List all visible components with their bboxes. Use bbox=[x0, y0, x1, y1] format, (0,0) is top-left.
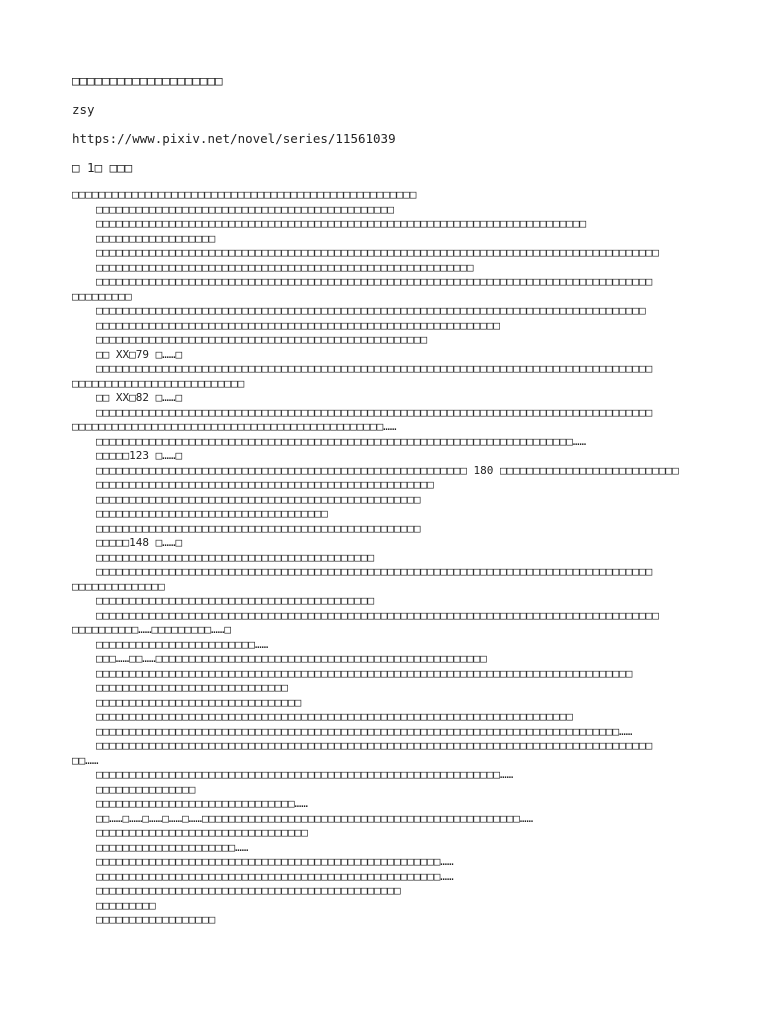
document-page bbox=[72, 72, 712, 928]
text-line: □□□□□□□□□□□□□□□□□□□□□□□□□□□□□□□□□□□□□□□□□□□□□□□□□ bbox=[96, 521, 421, 535]
document-author: zsy bbox=[72, 102, 95, 117]
text-line: □□□□□□□□□□□□□□□□□□□□□□□□□□□□□□…… bbox=[96, 797, 308, 810]
text-line: □□□□□□□□□□□□□□□□□□□□□□□□□□□□□□□□□□□□□□□□□□□□□□□□□□□□□□□□□□□□□□□□□□□□□□□□□□□□□□□□□□□□ bbox=[96, 405, 653, 419]
text-line: □□□□□148 □……□ bbox=[96, 536, 183, 549]
document-url: https://www.pixiv.net/novel/series/11561039 bbox=[72, 131, 396, 146]
text-line: □□□□□□□□□□□□□□□□□□□□□□□□□□□□□□□□ bbox=[96, 826, 308, 839]
text-line: □□……□……□……□……□……□□□□□□□□□□□□□□□□□□□□□□□□□□□□□□□□□□□□□□□□□□□□□□□□…… bbox=[96, 811, 534, 825]
text-line: □□□□□□□□□□□□□□□□□□ bbox=[96, 913, 216, 926]
text-line: □□□□□□□□□□……□□□□□□□□□……□ bbox=[72, 623, 231, 636]
text-line: □□□□□□□□□□□□□□□□□□□□□□□□□□□□□□□□□□□□□□□□□□□□□□□□□□ bbox=[96, 333, 428, 346]
document-title: □□□□□□□□□□□□□□□□□□□□ bbox=[72, 73, 223, 88]
text-line: □□□□□□□□□□□□□□□□□□□□□□□□□□□□□□□□□□□□□□□□□□□□□□□…… bbox=[72, 420, 397, 433]
text-line: □□□□□□□□□□□□□□□□□□□□□□□□□□□□□□□□□□□□□□□□□□□□□□□□□□□□…… bbox=[96, 855, 454, 868]
text-line: □□□□□□□□□□□□□□□□□□□□□□□□□□□□□□□□□□□□□□□□□□□□□□□□□□□□□□□□□□□□□□□□□□□□□□□□□□□□□□□□□□□□ bbox=[96, 565, 653, 578]
text-line: □□…… bbox=[72, 753, 99, 767]
text-line: □□□□□□□□□□□□□□□□□□□□□□□□□□□□□□□□□□□□□□□□□□□□□□□□□□□□□□□□□□□□□□□□□□□□□□□□□□ bbox=[96, 217, 587, 230]
text-line: □□□□□□□□□□□□□□□□□□□□□□□□□□□□□□□□□□□□□□□□□□□□□□□□□□□□…… bbox=[96, 869, 454, 883]
text-line: □□□□□□□□□□□□□□□□□□□□□□□□…… bbox=[96, 637, 269, 651]
text-line: □□□□□□□□□□□□□□□□□□□□□□□□□□ bbox=[72, 376, 245, 390]
text-line: □□□□□□□□□□□□□□□□□□□□□□□□□□□□□□□□□□□□□□□□□□□□□□□□□□□□□□□□□□□□□□□□□□□□□□□□□□□□□□□□□□□ bbox=[96, 304, 646, 317]
text-line: □□□□□□□□□□□□□□□□□□□□□□□□□□□□□□□□□□□□□□□□□□ bbox=[96, 594, 375, 607]
text-line: □□ XX□82 □……□ bbox=[96, 391, 183, 404]
text-line: □□□□□□□□□□□□□□□□□□□□□□□□□□□□□□□□□□□□□□□□□□□□□□□□□□□□□□□□□□□□□□□□□□□□□□□□□□□□□□□□□□□□□ bbox=[96, 608, 659, 622]
text-line: □□□□□□□□□ bbox=[96, 898, 156, 912]
text-line: □□□□□□□□□□□□□□□□□□□□□□□□□□□□□□□□□□□□□□□□□□□□□□□□□□□□□□□□□□□□□□□□□□□□□□□□…… bbox=[96, 434, 587, 448]
text-line: □□□□□□□□□□□□□□□□□□□□□□□□□□□□□□□□□□□□□□□□□□□□□□ bbox=[96, 884, 401, 897]
chapter-body bbox=[72, 188, 712, 928]
text-line: □□□□□□□□□□□□□□□□□□□□□□□□□□□□□□□□□□□□□□□□□□□□□□□□□□□□□□□□□□□□□…… bbox=[96, 768, 514, 781]
text-line: □□□□□□□□□□□□□□□□□□□□□□□□□□□□□□□□□□□□□□□□□□□□□□□□□□□□□□□□□□□□□□□□□□□□□□□□ bbox=[96, 710, 573, 723]
text-line: □□□□□□□□□ bbox=[72, 289, 132, 303]
text-line: □□□□□□□□□□□□□□□□□□□□□□□□□□□□□□□□□□□□□□□□□□ bbox=[96, 550, 375, 564]
text-line: □□ XX□79 □……□ bbox=[96, 347, 183, 361]
text-line: □□□□□□□□□□□□□□□□□□□□□□□□□□□□□□□□□□□□□□□□□□□□□□□□□□□□□□□□□□□□□□□□□□□□□□□□□□□□□□□□□□□□ bbox=[96, 362, 653, 375]
text-line: □□□□□123 □……□ bbox=[96, 449, 183, 462]
chapter-heading: □ 1□ □□□ bbox=[72, 160, 133, 175]
text-line: □□□□□□□□□□□□□□□□□□□□□□□□□□□□□□□□□□□□□□□□□□□□□□□□□□□□□□□□□□□□□□□□□□□□□□□□□□□□□□□…… bbox=[96, 724, 633, 738]
text-line: □□□□□□□□□□□□□□□□□□□□□□□□□□□□□□□□□□□□□□□□□□□□□□□□□□□□□□□□□□□□□□□□□□□□□□□□□□□□□□□□□□□□ bbox=[96, 275, 653, 288]
text-line: □□□□□□□□□□□□□□□□□□□□□□□□□□□□□□□□□□□□□□□□□□□□□□□□□□□□□□□□□□□□□□□□□□□□□□□□□□□□□□□□□□□□□ bbox=[96, 246, 659, 259]
text-line: □□□□□□□□□□□□□□□□□□□□□□□□□□□□□□□□□□□ bbox=[96, 507, 328, 520]
text-line: □□□□□□□□□□□□□□□□□□□□□□□□□□□□□ bbox=[96, 681, 289, 694]
text-line: □□□□□□□□□□□□□□□□□□□□□□□□□□□□□□□□□□□□□□□□□□□□□□□□□ bbox=[96, 492, 421, 506]
text-line: □□□□□□□□□□□□□□□□□□□□□□□□□□□□□□□□□□□□□□□□□□□□□□□□□□□□□□□□□□□□□□□□□□□□□□□□□□□□□□□□□□□□ bbox=[96, 739, 653, 752]
text-line: □□□□□□□□□□□□□□ bbox=[72, 579, 165, 593]
text-line: □□□□□□□□□□□□□□□□□□□□□□□□□□□□□□□□□□□□□□□□□□□□□□□□□□□□□□□□□ bbox=[96, 260, 474, 274]
text-line: □□□□□□□□□□□□□□□□□□□□□□□□□□□□□□□ bbox=[96, 695, 302, 709]
text-line: □□□□□□□□□□□□□□□□□□□□□□□□□□□□□□□□□□□□□□□□□□□□□□□□□□□□ bbox=[72, 188, 417, 201]
text-line: □□□□□□□□□□□□□□□□□□□□□□□□□□□□□□□□□□□□□□□□□□□□□□□□□□□□□□□□□□□□□□□□□□□□□□□□□□□□□□□□□ bbox=[96, 666, 633, 680]
text-line: □□□□□□□□□□□□□□□□□□□□□□□□□□□□□□□□□□□□□□□□□□□□□□□□□□□□□□□□□□□□□ bbox=[96, 318, 500, 332]
text-line: □□□□□□□□□□□□□□□□□□□□□…… bbox=[96, 840, 249, 854]
text-line: □□□□□□□□□□□□□□□□□□□□□□□□□□□□□□□□□□□□□□□□□□□□□ bbox=[96, 202, 395, 216]
text-line: □□□□□□□□□□□□□□□□□□□□□□□□□□□□□□□□□□□□□□□□□□□□□□□□□□□□□□□□ 180 □□□□□□□□□□□□□□□□□□□□□□□□□□□ bbox=[96, 463, 679, 477]
text-line: □□□……□□……□□□□□□□□□□□□□□□□□□□□□□□□□□□□□□□□□□□□□□□□□□□□□□□□□□ bbox=[96, 652, 487, 665]
text-line: □□□□□□□□□□□□□□□□□□□□□□□□□□□□□□□□□□□□□□□□□□□□□□□□□□□ bbox=[96, 478, 434, 491]
text-line: □□□□□□□□□□□□□□□ bbox=[96, 782, 196, 796]
text-line: □□□□□□□□□□□□□□□□□□ bbox=[96, 231, 216, 245]
